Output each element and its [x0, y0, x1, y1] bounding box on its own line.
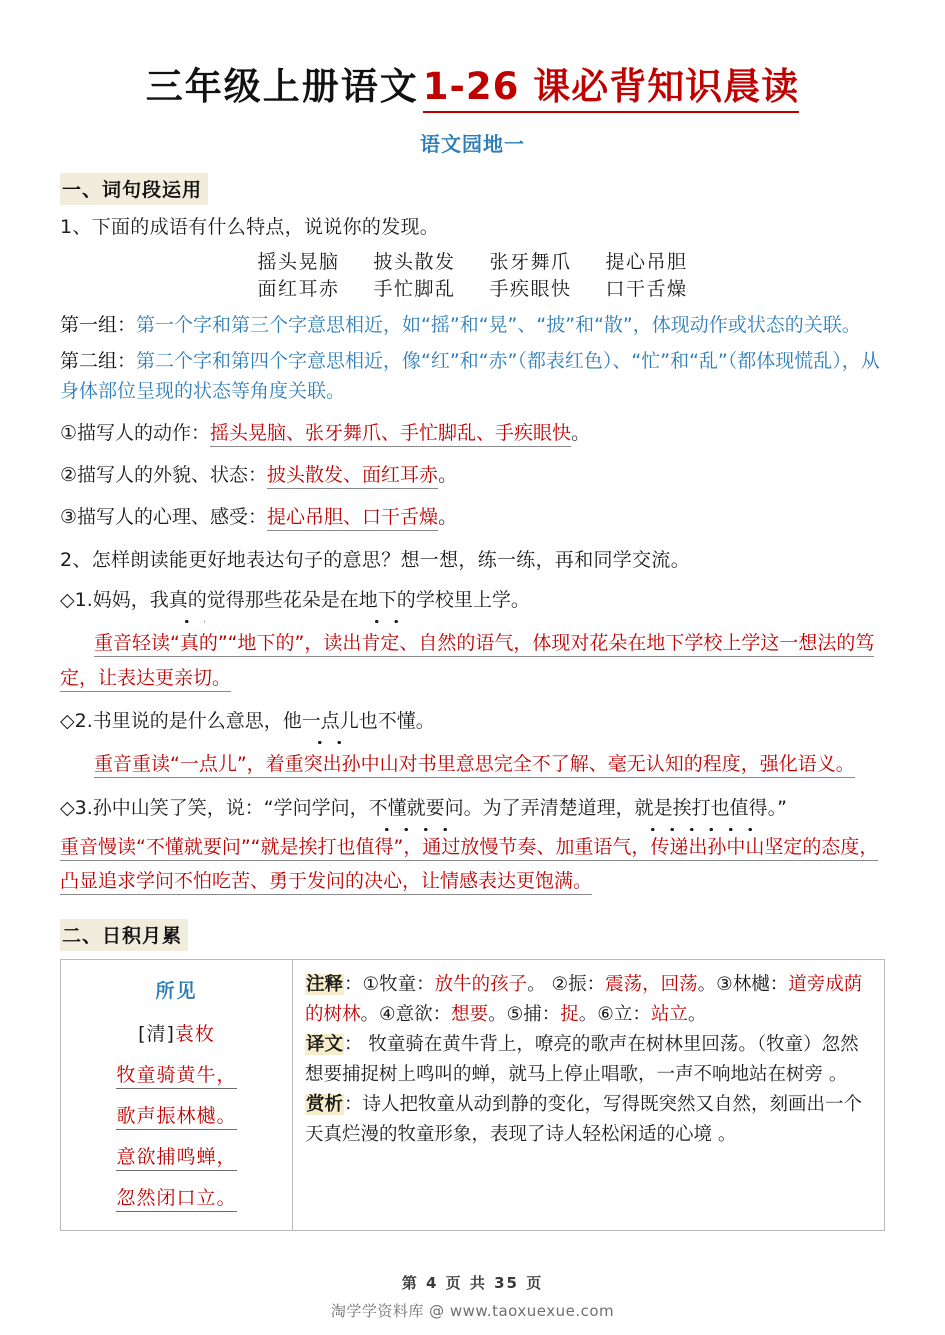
poem-box: [60, 959, 885, 1231]
group-two-explanation: [60, 346, 885, 406]
answer-row: [60, 418, 885, 448]
item-sentence-pre: 妈妈，我: [92, 589, 169, 612]
idiom-cell: 口干舌燥: [605, 278, 688, 301]
reading-item: [60, 584, 885, 618]
note-term: 。⑤捕：: [488, 1003, 561, 1025]
poem-author: [69, 1019, 284, 1046]
poem-annotations: [293, 960, 884, 1230]
question-2: 2、怎样朗读能更好地表达句子的意思？想一想，练一练，再和同学交流。: [60, 548, 690, 571]
section-two-heading-wrap: [60, 903, 885, 951]
note-gloss: 道旁成荫的树林: [305, 973, 863, 1025]
item-sentence-pre: 孙中山笑了笑，说：“学问学问，: [92, 796, 369, 819]
section-one-heading-wrap: [60, 157, 885, 205]
reading-answer-text: 重音慢读“不懂就要问”“就是挨打也值得”，通过放慢节奏、加重语气，传递出孙中山坚定的态度，凸显追求学问不怕吃苦、勇于发问的决心，让情感表达更饱满。: [60, 836, 878, 896]
item-emphasis-b: 就是挨打也值得: [635, 792, 768, 826]
translation-label: 译文: [306, 1033, 344, 1055]
idiom-row: [60, 249, 885, 277]
reading-answer-text: 重音重读“一点儿”，着重突出孙中山对书里意思完全不了解、毫无认知的程度，强化语义。: [94, 753, 855, 778]
note-term: 。③林樾：: [697, 973, 789, 995]
note-term: 。④意欲：: [360, 1003, 452, 1025]
group-two-text: 第二个字和第四个字意思相近，像“红”和“赤”（都表红色）、“忙”和“乱”（都体现慌乱），从身体部位呈现的状态等角度关联。: [60, 349, 880, 402]
analysis-label: 赏析: [306, 1093, 344, 1115]
title-black-part: 三年级上册语文: [145, 65, 419, 108]
poem-line: [69, 1060, 284, 1087]
reading-answer: [60, 626, 885, 695]
poem-line: [69, 1101, 284, 1128]
answer-text: 披头散发、面红耳赤: [267, 464, 438, 489]
page-number: 第 4 页 共 35 页: [401, 1274, 544, 1292]
item-marker: ◇2.: [60, 710, 93, 733]
idiom-cell: 张牙舞爪: [489, 250, 572, 273]
item-sentence-mid: 觉得那些花朵是在: [206, 589, 359, 612]
note-gloss: 想要: [451, 1003, 489, 1025]
notes-block: [305, 970, 874, 1030]
note-term: 。⑥立：: [578, 1003, 651, 1025]
title-red-part: 1-26 课必背知识晨读: [423, 65, 799, 113]
subtitle: 语文园地一: [420, 132, 525, 156]
note-term: 。 ②振：: [527, 973, 606, 995]
poem-line: [69, 1183, 284, 1210]
note-gloss: 捉: [560, 1003, 579, 1025]
group-two-label: 第二组：: [60, 349, 137, 372]
note-gloss: 放牛的孩子: [434, 973, 528, 995]
answer-tail: 。: [571, 421, 591, 444]
group-one-label: 第一组：: [60, 313, 137, 336]
answer-row: [60, 502, 885, 532]
poem-panel: [61, 960, 293, 1230]
note-term: ：①牧童：: [344, 973, 435, 995]
answer-prompt: ①描写人的动作：: [60, 421, 211, 444]
note-gloss: 站立: [650, 1003, 688, 1025]
reading-item: [60, 792, 885, 826]
answer-prompt: ②描写人的外貌、状态：: [60, 464, 268, 487]
answer-tail: 。: [438, 506, 458, 529]
notes-label: 注释: [306, 973, 344, 995]
item-emphasis-a: 真的: [169, 584, 207, 618]
idiom-cell: 摇头晃脑: [257, 250, 340, 273]
group-one-text: 第一个字和第三个字意思相近，如“摇”和“晃”、“披”和“散”，体现动作或状态的关联。: [136, 313, 861, 336]
item-sentence-mid: 。为了弄清楚道理，: [463, 796, 635, 819]
answer-text: 提心吊胆、口干舌燥: [267, 506, 438, 531]
section-one-heading: 一、词句段运用: [60, 173, 208, 205]
poem-author-dynasty: [清]: [138, 1022, 175, 1045]
answer-text: 摇头晃脑、张牙舞爪、手忙脚乱、手疾眼快: [210, 422, 571, 447]
answer-tail: 。: [438, 464, 458, 487]
group-one-explanation: [60, 310, 885, 340]
answer-prompt: ③描写人的心理、感受：: [60, 506, 268, 529]
poem-title: 所见: [155, 979, 198, 1002]
idiom-cell: 提心吊胆: [605, 250, 688, 273]
note-gloss: 震荡，回荡: [605, 973, 698, 995]
item-sentence-post: 也不懂。: [358, 710, 435, 733]
page-title: [60, 0, 885, 110]
reading-answer: [60, 830, 885, 899]
answer-row: [60, 460, 885, 490]
poem-line-text: 牧童骑黄牛，: [116, 1064, 236, 1089]
item-emphasis-a: 一点儿: [302, 705, 359, 739]
item-emphasis-b: 地下的: [359, 584, 416, 618]
poem-line-text: 歌声振林樾。: [116, 1105, 236, 1130]
poem-author-name: 袁枚: [174, 1022, 215, 1045]
item-marker: ◇1.: [60, 589, 93, 612]
page-footer: [0, 1272, 945, 1321]
poem-line: [69, 1142, 284, 1169]
idiom-cell: 手忙脚乱: [373, 278, 456, 301]
note-term: 。: [687, 1003, 707, 1025]
reading-answer: [60, 747, 885, 782]
idiom-cell: 面红耳赤: [257, 278, 340, 301]
notes-content: [305, 974, 862, 1025]
item-sentence-pre: 书里说的是什么意思，他: [92, 710, 302, 733]
poem-line-text: 意欲捕鸣蝉，: [116, 1146, 236, 1171]
translation-content: ： 牧童骑在黄牛背上，嘹亮的歌声在树林里回荡。（牧童）忽然想要捕捉树上鸣叫的蝉，就马上停止唱歌，一声不响地站在树旁 。: [305, 1033, 859, 1085]
translation-block: [305, 1030, 874, 1090]
idiom-cell: 披头散发: [373, 250, 456, 273]
reading-item: [60, 705, 885, 739]
idiom-cell: 手疾眼快: [489, 278, 572, 301]
question-1: 1、下面的成语有什么特点，说说你的发现。: [60, 216, 440, 238]
poem-line-text: 忽然闭口立。: [116, 1187, 236, 1212]
reading-answer-text: 重音轻读“真的”“地下的”，读出肯定、自然的语气，体现对花朵在地下学校上学这一想法的笃定，让表达更亲切。: [60, 632, 874, 692]
section-two-heading: 二、日积月累: [60, 919, 188, 951]
site-watermark: 淘学学资料库 @ www.taoxuexue.com: [330, 1302, 615, 1320]
item-marker: ◇3.: [60, 796, 93, 819]
idiom-grid: [60, 249, 885, 304]
idiom-row: [60, 276, 885, 304]
item-emphasis-a: 不懂就要问: [369, 792, 464, 826]
item-sentence-post: 学校里上学。: [415, 589, 530, 612]
item-sentence-post: 。”: [767, 796, 787, 819]
analysis-content: ：诗人把牧童从动到静的变化，写得既突然又自然，刻画出一个天真烂漫的牧童形象，表现了诗人轻松闲适的心境 。: [305, 1093, 863, 1145]
analysis-block: [305, 1090, 874, 1150]
